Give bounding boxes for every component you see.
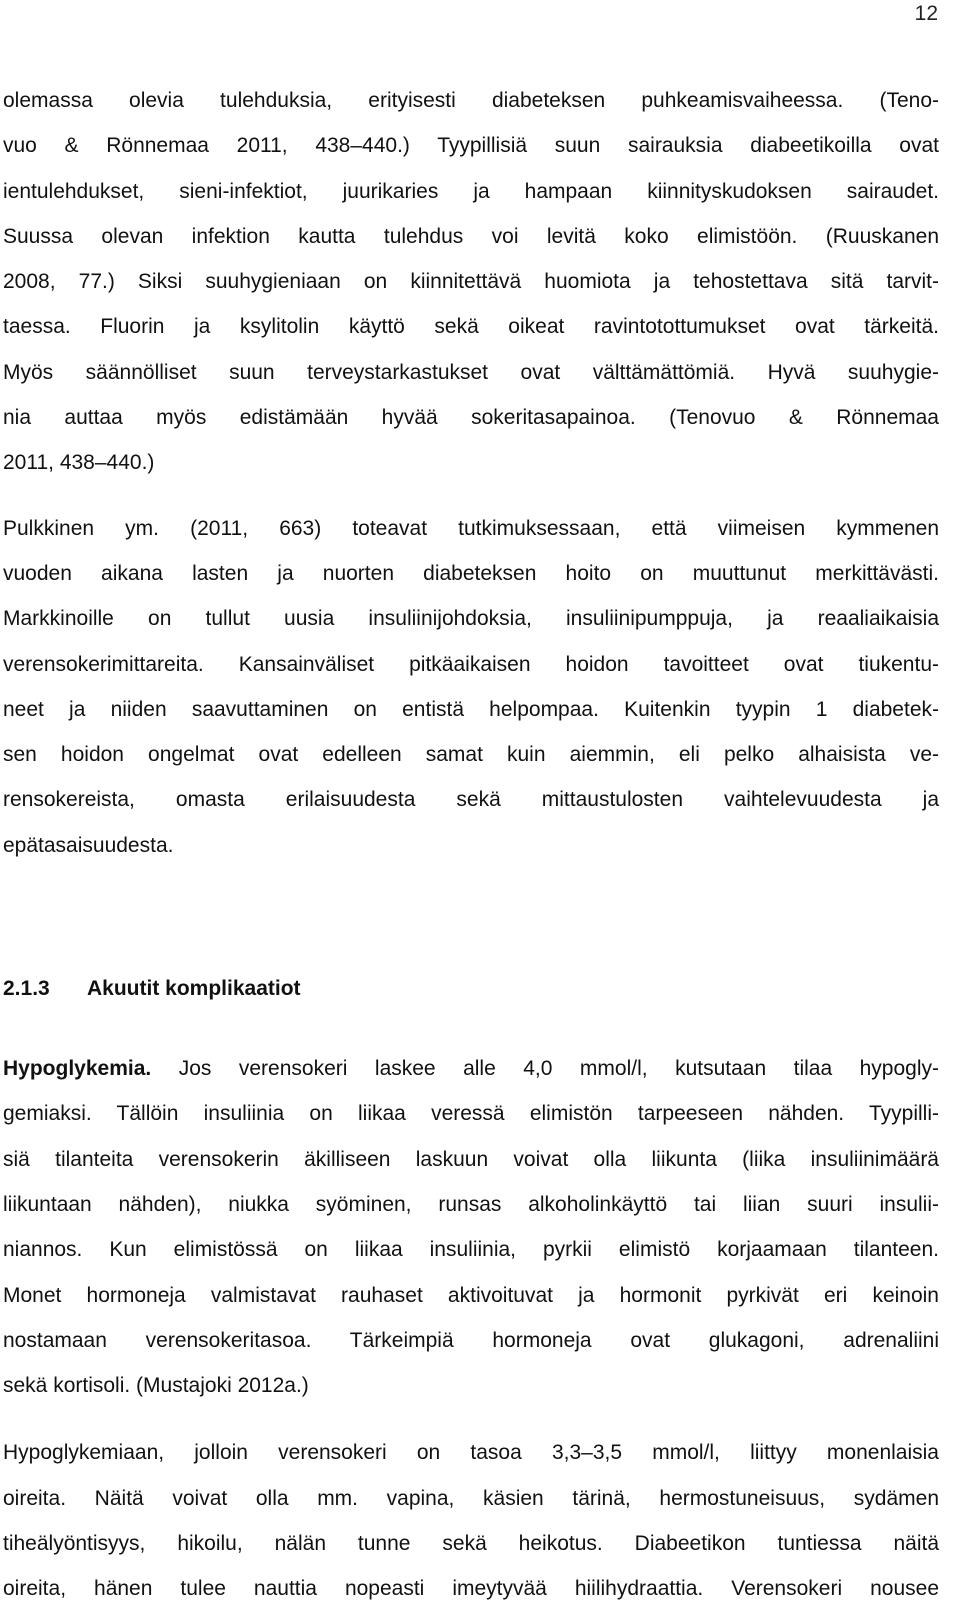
text-line: oireita, hänen tulee nauttia nopeasti imeytyvää hiilihydraattia. Verensokeri nousee [3,1577,939,1601]
text-line: gemiaksi. Tällöin insuliinia on liikaa veressä elimistön tarpeeseen nähden. Tyypilli- [3,1102,939,1126]
hypoglycemia-lead-term: Hypoglykemia. [3,1057,152,1081]
text-line: nostamaan verensokeritasoa. Tärkeimpiä hormoneja ovat glukagoni, adrenaliini [3,1328,939,1352]
section-number: 2.1.3 [3,977,50,1001]
text-line: Pulkkinen ym. (2011, 663) toteavat tutkimuksessaan, että viimeisen kymmenen [3,516,939,540]
text-line: niannos. Kun elimistössä on liikaa insuliinia, pyrkii elimistö korjaamaan tilanteen. [3,1238,939,1262]
paragraph-oral-health [3,78,939,486]
text-line: sekä kortisoli. (Mustajoki 2012a.) [3,1374,309,1398]
text-fragment: Jos verensokeri laskee alle 4,0 mmol/l, kutsutaan tilaa hypogly- [151,1057,939,1081]
text-line: 2011, 438–440.) [3,451,155,475]
paragraph-treatment-development [3,506,939,868]
document-body [3,78,939,1612]
section-heading [3,966,939,1011]
text-line: rensokereista, omasta erilaisuudesta sekä mittaustulosten vaihtelevuudesta ja [3,788,939,812]
section-title: Akuutit komplikaatiot [87,977,301,1001]
text-line: Monet hormoneja valmistavat rauhaset aktivoituvat ja hormonit pyrkivät eri keinoin [3,1283,939,1307]
text-line: Hypoglykemiaan, jolloin verensokeri on tasoa 3,3–3,5 mmol/l, liittyy monenlaisia [3,1441,939,1465]
text-line: oireita. Näitä voivat olla mm. vapina, käsien tärinä, hermostuneisuus, sydämen [3,1486,939,1510]
text-line: 2008, 77.) Siksi suuhygieniaan on kiinnitettävä huomiota ja tehostettava sitä tarvit- [3,270,939,294]
text-line: vuo & Rönnemaa 2011, 438–440.) Tyypillisiä suun sairauksia diabeetikoilla ovat [3,134,939,158]
paragraph-hypoglycemia-symptoms [3,1430,939,1611]
text-line: neet ja niiden saavuttaminen on entistä helpompaa. Kuitenkin tyypin 1 diabetek- [3,697,939,721]
text-line: taessa. Fluorin ja ksylitolin käyttö sekä oikeat ravintotottumukset ovat tärkeitä. [3,315,939,339]
text-line: Markkinoille on tullut uusia insuliinijohdoksia, insuliinipumppuja, ja reaaliaikaisia [3,607,939,631]
text-line: liikuntaan nähden), niukka syöminen, runsas alkoholinkäyttö tai liian suuri insulii- [3,1192,939,1216]
text-line: sen hoidon ongelmat ovat edelleen samat kuin aiemmin, eli pelko alhaisista ve- [3,743,939,767]
text-line: verensokerimittareita. Kansainväliset pitkäaikaisen hoidon tavoitteet ovat tiukentu- [3,652,939,676]
text-line: vuoden aikana lasten ja nuorten diabeteksen hoito on muuttunut merkittävästi. [3,561,939,585]
text-line: ientulehdukset, sieni-infektiot, juurikaries ja hampaan kiinnityskudoksen sairaudet. [3,179,939,203]
text-line: nia auttaa myös edistämään hyvää sokeritasapainoa. (Tenovuo & Rönnemaa [3,406,939,430]
paragraph-hypoglycemia [3,1046,939,1408]
text-line: Suussa olevan infektion kautta tulehdus voi levitä koko elimistöön. (Ruuskanen [3,224,939,248]
text-line: olemassa olevia tulehduksia, erityisesti diabeteksen puhkeamisvaiheessa. (Teno- [3,89,939,112]
page-number: 12 [914,2,938,25]
text-line: epätasaisuudesta. [3,833,174,857]
text-line: Myös säännölliset suun terveystarkastukset ovat välttämättömiä. Hyvä suuhygie- [3,360,939,384]
text-line: tiheälyöntisyys, hikoilu, nälän tunne sekä heikotus. Diabeetikon tuntiessa näitä [3,1532,939,1556]
text-line [3,1046,939,1091]
text-line: siä tilanteita verensokerin äkilliseen laskuun voivat olla liikunta (liika insuliinimäärä [3,1147,939,1171]
